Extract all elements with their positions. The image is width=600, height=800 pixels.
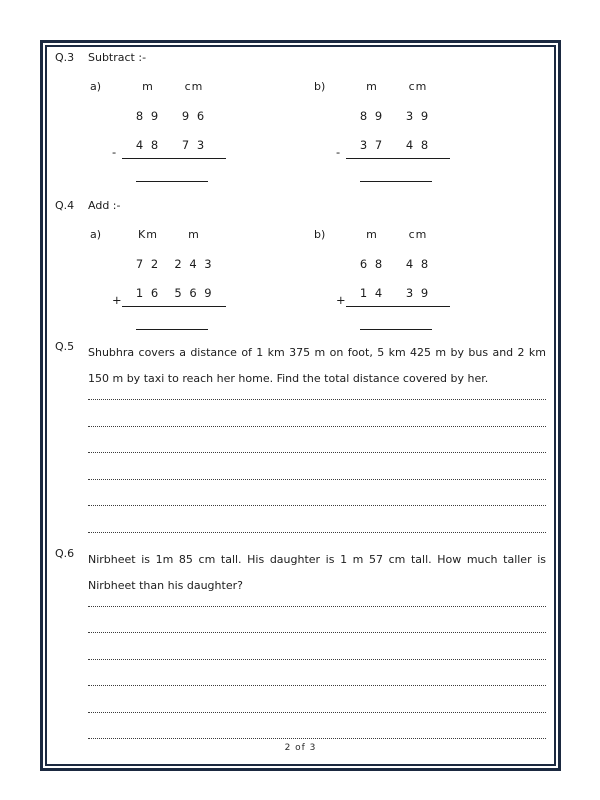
digit-group: 5 6 9: [174, 286, 214, 300]
answer-line: [360, 329, 432, 330]
answer-dotted-line: [88, 660, 546, 687]
answer-dotted-line: [88, 453, 546, 480]
digit-group: 9 6: [181, 109, 207, 123]
question-6: [55, 547, 546, 740]
question-number: Q.5: [55, 340, 75, 353]
digit-group: 4 8: [405, 138, 431, 152]
operand-row: [314, 138, 450, 159]
digit-group: 1 6: [135, 286, 161, 300]
digit-group: 3 7: [359, 138, 385, 152]
answer-line: [360, 181, 432, 182]
problem-label: a): [90, 228, 102, 241]
unit-label: m: [142, 80, 154, 93]
question-title: Subtract :-: [88, 51, 147, 64]
operand-row: [314, 108, 450, 123]
worksheet-inner-frame: [45, 45, 556, 766]
digit-group: 2 4 3: [174, 257, 214, 271]
question-number: Q.4: [55, 199, 75, 212]
answer-dotted-line: [88, 686, 546, 713]
operand-row: [90, 256, 226, 271]
answer-dotted-line: [88, 480, 546, 507]
question-4: [55, 199, 546, 330]
operator-sign: -: [112, 145, 117, 159]
question-3-problems: [90, 78, 546, 182]
unit-header-row: [314, 78, 450, 93]
answer-line: [136, 329, 208, 330]
digit-group: 3 9: [405, 109, 431, 123]
problem-label: a): [90, 80, 102, 93]
digit-group: 6 8: [359, 257, 385, 271]
q4-problem-b: [314, 226, 450, 330]
q3-problem-b: [314, 78, 450, 182]
question-text: Nirbheet is 1m 85 cm tall. His daughter is 1 m 57 cm tall. How much taller is Nirbheet than his daughter?: [88, 552, 546, 592]
answer-dotted-line: [88, 599, 546, 607]
question-5-header: [55, 340, 546, 392]
digit-group: 4 8: [135, 138, 161, 152]
sum-line: [346, 286, 450, 307]
answer-dotted-line: [88, 713, 546, 740]
sum-line: [122, 286, 226, 307]
question-6-answer-area: [88, 599, 546, 740]
operand-row: [314, 286, 450, 307]
q4-problem-a: [90, 226, 226, 330]
question-number: Q.3: [55, 51, 75, 64]
digit-group: 4 8: [405, 257, 431, 271]
operand-row: [314, 256, 450, 271]
sum-line: [122, 138, 226, 159]
digit-group: 8 9: [135, 109, 161, 123]
digit-group: 1 4: [359, 286, 385, 300]
answer-dotted-line: [88, 633, 546, 660]
question-4-header: [55, 199, 546, 212]
problem-label: b): [314, 228, 326, 241]
question-3-header: [55, 51, 546, 64]
answer-dotted-line: [88, 392, 546, 400]
problem-label: b): [314, 80, 326, 93]
question-text: Shubhra covers a distance of 1 km 375 m on foot, 5 km 425 m by bus and 2 km 150 m by taxi to reach her home. Find the total distance covered by her.: [88, 346, 546, 385]
unit-label: m: [366, 228, 378, 241]
answer-dotted-line: [88, 400, 546, 427]
sum-line: [346, 138, 450, 159]
operator-sign: +: [112, 293, 122, 307]
question-number: Q.6: [55, 546, 75, 560]
digit-group: 8 9: [359, 109, 385, 123]
unit-label: cm: [408, 228, 428, 241]
operator-sign: -: [336, 145, 341, 159]
answer-line: [136, 181, 208, 182]
unit-header-row: [314, 226, 450, 241]
unit-label: Km: [138, 228, 158, 241]
digit-group: 7 2: [135, 257, 161, 271]
question-title: Add :-: [88, 199, 121, 212]
answer-dotted-line: [88, 506, 546, 533]
operand-row: [90, 138, 226, 159]
unit-label: m: [366, 80, 378, 93]
question-4-problems: [90, 226, 546, 330]
operator-sign: +: [336, 293, 346, 307]
answer-dotted-line: [88, 427, 546, 454]
unit-label: m: [188, 228, 200, 241]
unit-label: cm: [408, 80, 428, 93]
digit-group: 3 9: [405, 286, 431, 300]
page-number: 2 of 3: [284, 743, 317, 753]
answer-dotted-line: [88, 607, 546, 634]
unit-header-row: [90, 78, 226, 93]
question-5-answer-area: [88, 392, 546, 533]
question-3: [55, 51, 546, 182]
worksheet-page: [40, 40, 561, 771]
digit-group: 7 3: [181, 138, 207, 152]
unit-label: cm: [184, 80, 204, 93]
question-5: [55, 340, 546, 533]
q3-problem-a: [90, 78, 226, 182]
operand-row: [90, 108, 226, 123]
question-6-header: [55, 547, 546, 599]
operand-row: [90, 286, 226, 307]
unit-header-row: [90, 226, 226, 241]
